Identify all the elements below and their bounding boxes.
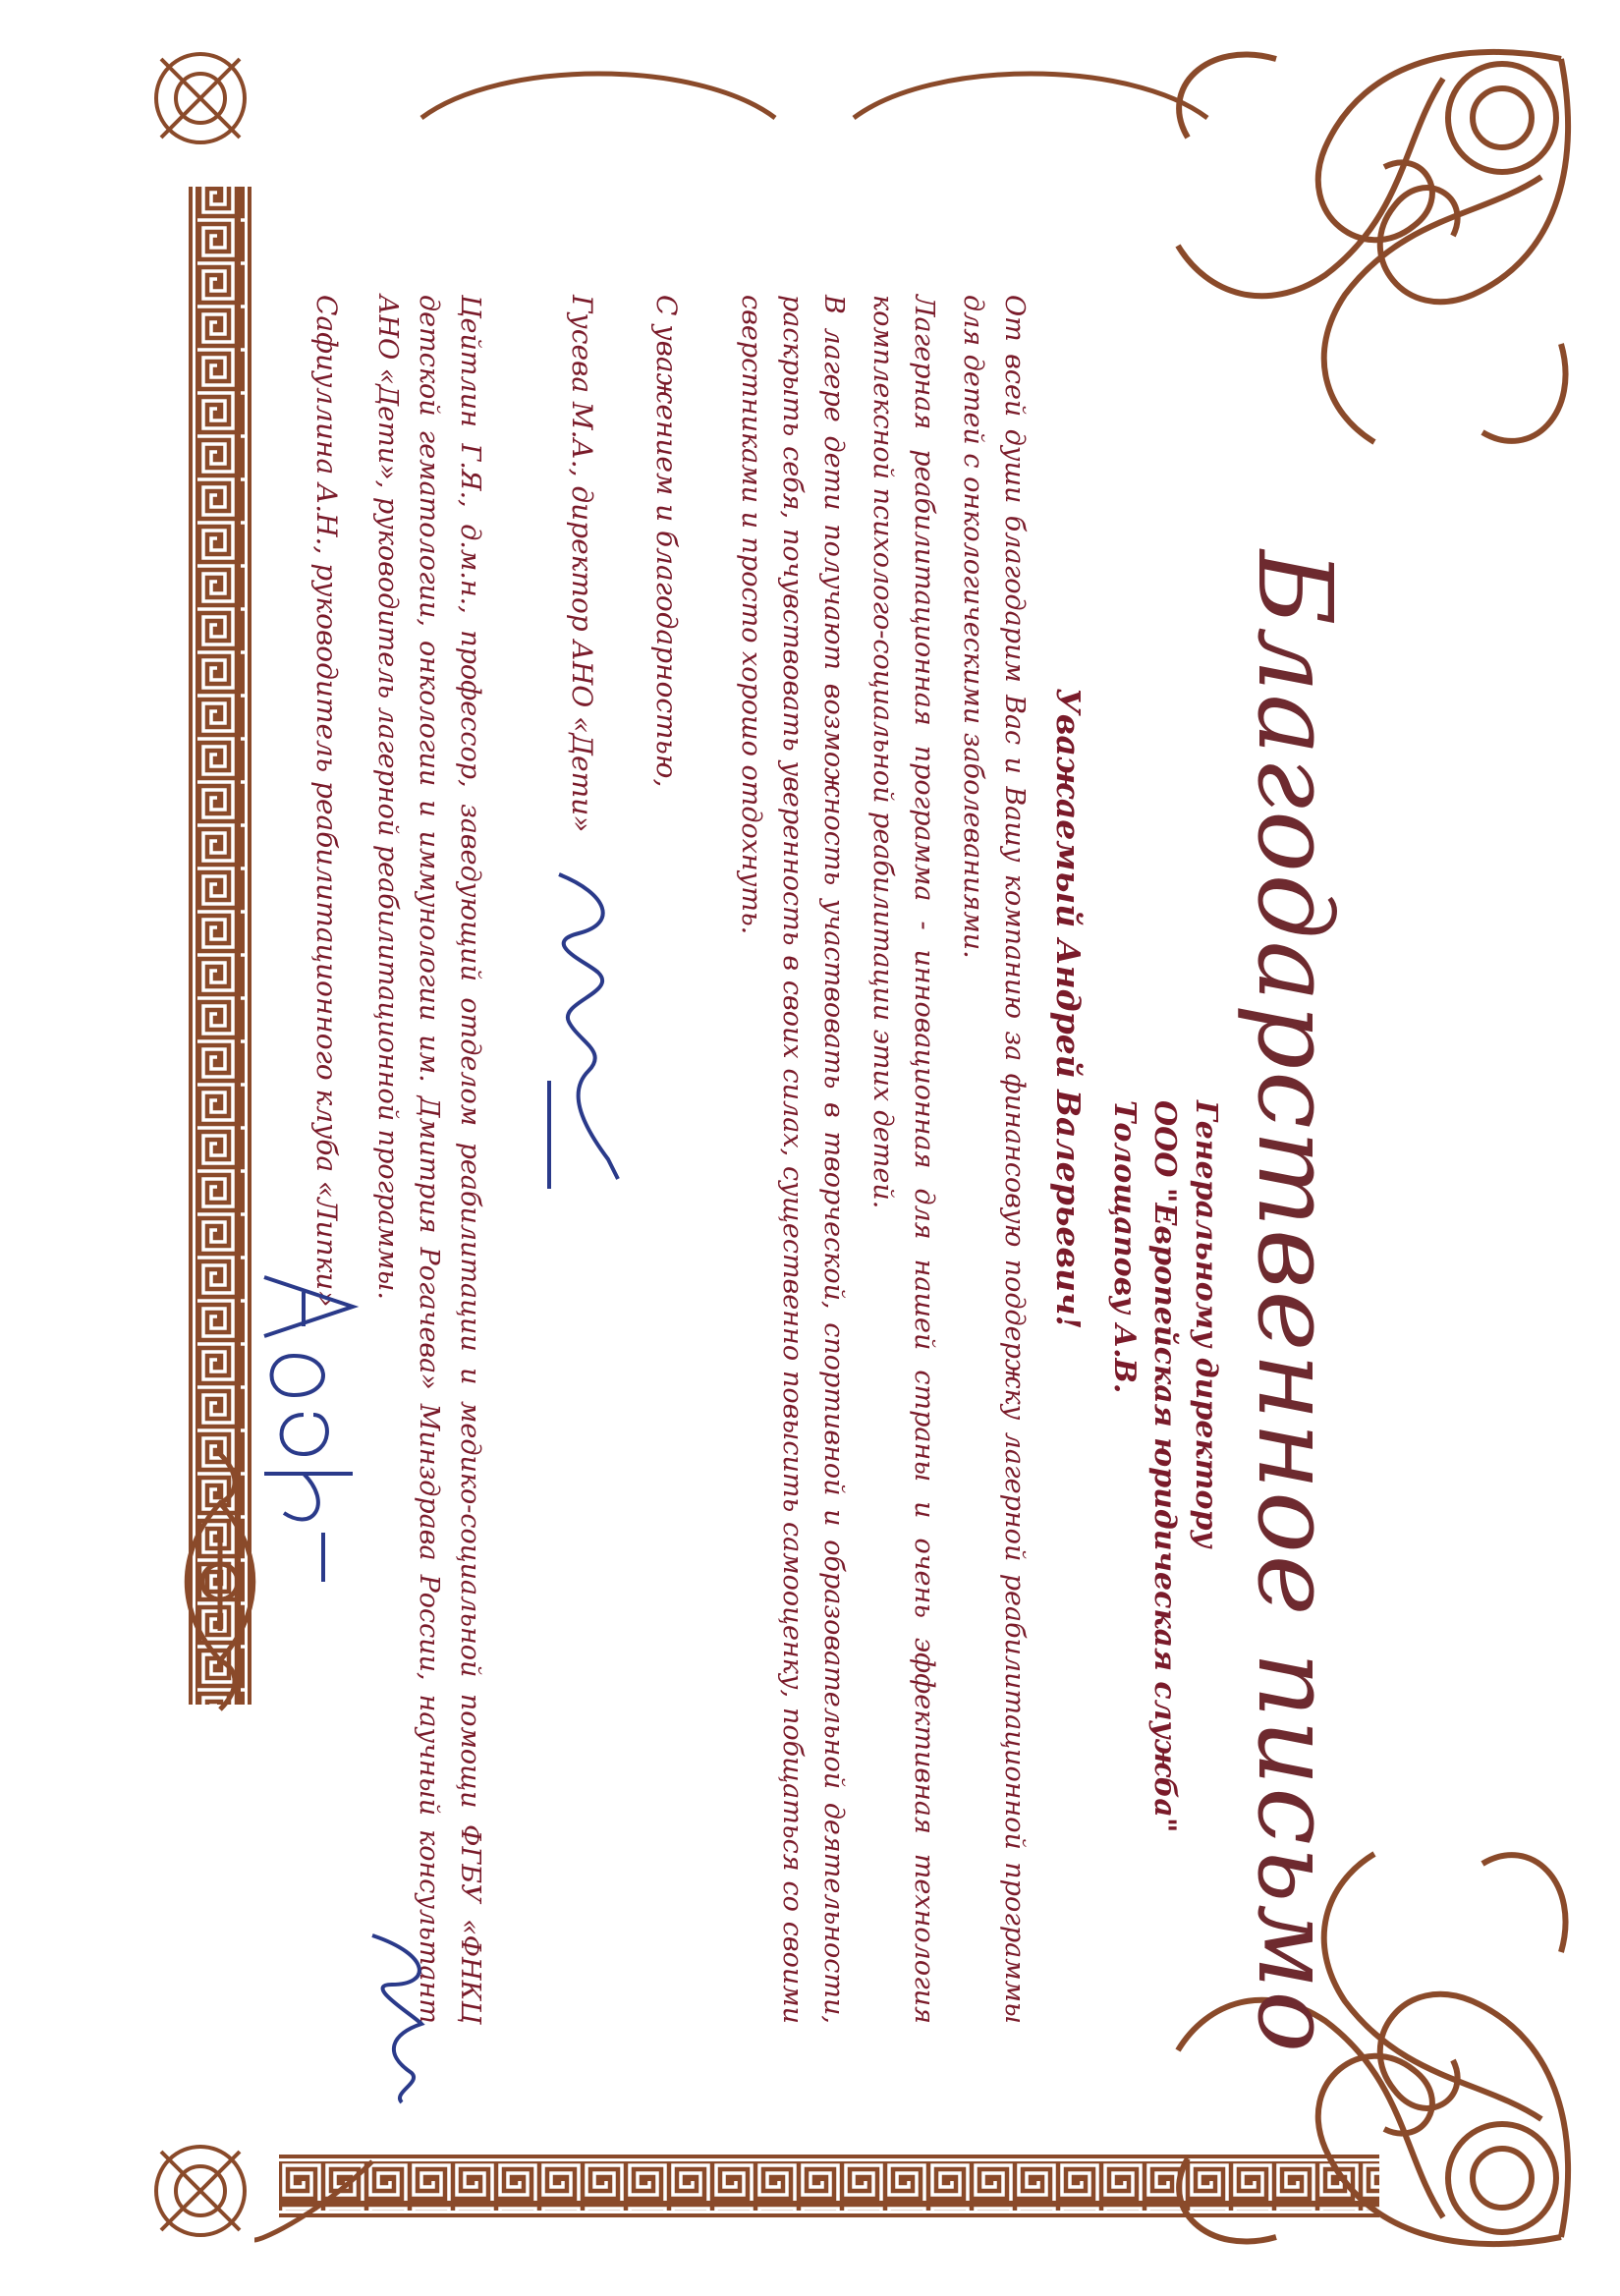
paragraph-3: В лагере дети получают возможность участвовать в творческой, спортивной и образовательной деятельности, раскрыть себя, почувствовать уверенность в своих силах, существенно повысить самооценку, побщаться со своими сверстниками и просто хорошо отдохнуть. [736,295,849,2024]
side-ornament-left [421,74,1207,118]
signatory-3: Сафиуллина А.Н., руководитель реабилитационного клуба «Липки» [310,295,343,1308]
recipient-line-1: Генеральному директору [1189,1100,1223,1548]
paragraph-2: Лагерная реабилитационная программа - инновационная для нашей страны и очень эффективная технология комплексной психолого-социальной реабилитации этих детей. [867,295,939,2024]
signature-guseva [520,865,647,1199]
signatory-2: Цейтлин Г.Я., д.м.н., профессор, заведующий отделом реабилитации и медико-социальной помощи ФГБУ «ФНКЦ детской гематологии, онкологии и иммунологии им. Дмитрия Рогачева» Минздрава России, научный консультант АНО «Дети», руководитель лагерной реабилитационной программы. [372,295,485,2024]
corner-ornament-top-left [1178,52,1568,442]
recipient-line-3: Толощапову А.В. [1107,1100,1142,1394]
meander-band-bottom [189,187,251,1705]
recipient-line-2: ООО "Европейская юридическая служба" [1147,1100,1182,1833]
salutation: Уважаемый Андрей Валерьевич! [1049,688,1088,1330]
paragraph-1: От всей души благодарим Вас и Вашу компанию за финансовую поддержку лагерной реабилитационной программы для детей с онкологическими заболеваниями. [958,295,1030,2024]
signatory-1: Гусева М.А., директор АНО «Дети» [566,295,598,833]
signature-safiullina [245,1267,372,1592]
corner-ornament-bottom-left [156,54,245,142]
corner-ornament-bottom-right [156,2147,245,2235]
letter-title: Благодарственное письмо [1235,550,1355,2055]
signature-tseitlin [343,1926,451,2122]
meander-band-right [279,2155,1379,2217]
closing-phrase: С уважением и благодарностью, [650,295,683,788]
